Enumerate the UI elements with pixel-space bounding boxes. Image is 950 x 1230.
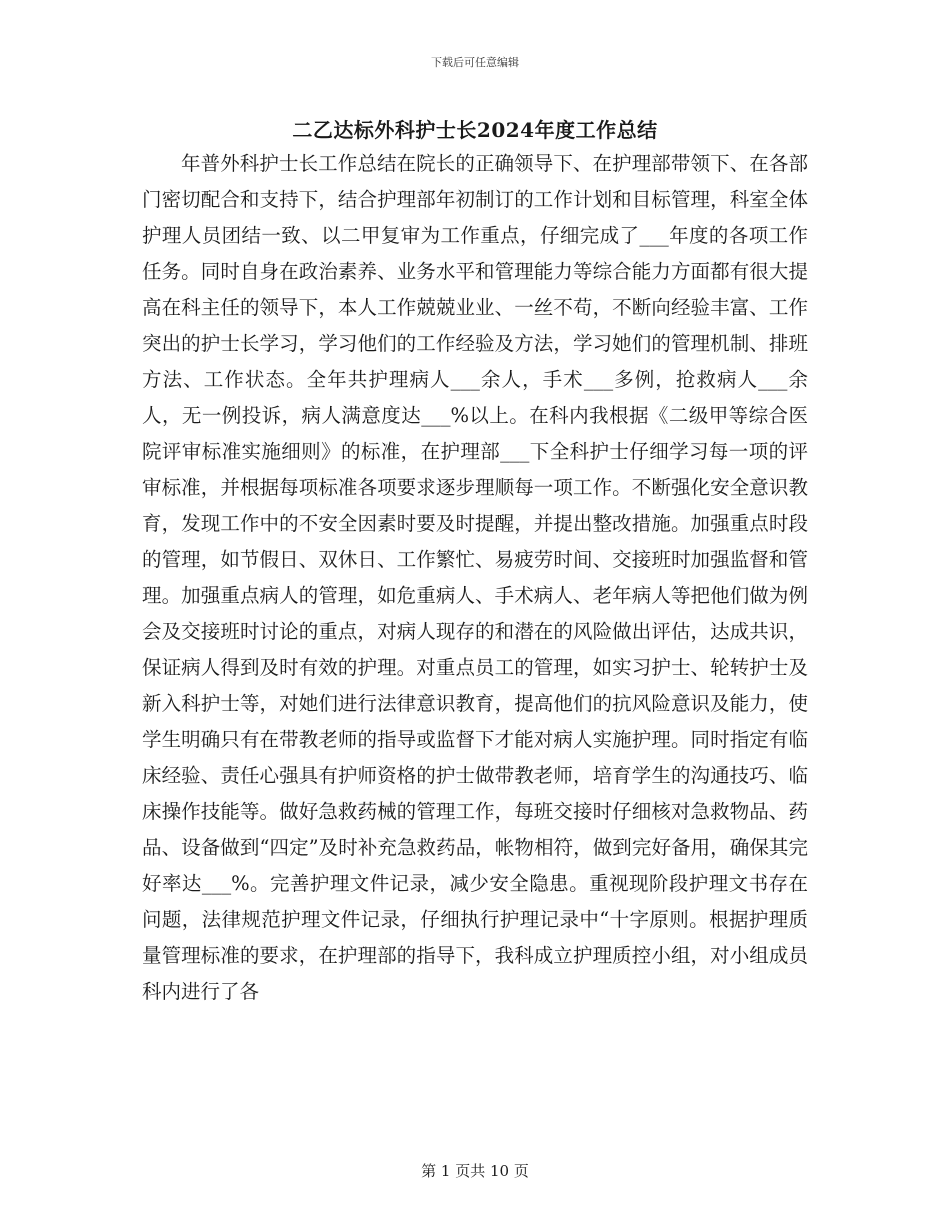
document-body-paragraph: 年普外科护士长工作总结在院长的正确领导下、在护理部带领下、在各部门密切配合和支持下，结合护理部年初制订的工作计划和目标管理，科室全体护理人员团结一致、以二甲复审为工作重点，仔细完成了___年度的各项工作任务。同时自身在政治素养、业务水平和管理能力等综合能力方面都有很大提高在科主任的领导下，本人工作兢兢业业、一丝不苟，不断向经验丰富、工作突出的护士长学习，学习他们的工作经验及方法，学习她们的管理机制、排班方法、工作状态。全年共护理病人___余人，手术___多例，抢救病人___余人，无一例投诉，病人满意度达___%以上。在科内我根据《二级甲等综合医院评审标准实施细则》的标准，在护理部___下全科护士仔细学习每一项的评审标准，并根据每项标准各项要求逐步理顺每一项工作。不断强化安全意识教育，发现工作中的不安全因素时要及时提醒，并提出整改措施。加强重点时段的管理，如节假日、双休日、工作繁忙、易疲劳时间、交接班时加强监督和管理。加强重点病人的管理，如危重病人、手术病人、老年病人等把他们做为例会及交接班时讨论的重点，对病人现存的和潜在的风险做出评估，达成共识，保证病人得到及时有效的护理。对重点员工的管理，如实习护士、轮转护士及新入科护士等，对她们进行法律意识教育，提高他们的抗风险意识及能力，使学生明确只有在带教老师的指导或监督下才能对病人实施护理。同时指定有临床经验、责任心强具有护师资格的护士做带教老师，培育学生的沟通技巧、临床操作技能等。做好急救药械的管理工作，每班交接时仔细核对急救物品、药品、设备做到“四定”及时补充急救药品，帐物相符，做到完好备用，确保其完好率达___%。完善护理文件记录，减少安全隐患。重视现阶段护理文书存在问题，法律规范护理文件记录，仔细执行护理记录中“十字原则。根据护理质量管理标准的要求，在护理部的指导下，我科成立护理质控小组，对小组成员科内进行了各 (142, 152, 808, 1003)
page-number-footer: 第 1 页共 10 页 (421, 1162, 529, 1180)
page-header-note: 下载后可任意编辑 (431, 56, 519, 69)
document-title: 二乙达标外科护士长2024年度工作总结 (292, 118, 658, 142)
